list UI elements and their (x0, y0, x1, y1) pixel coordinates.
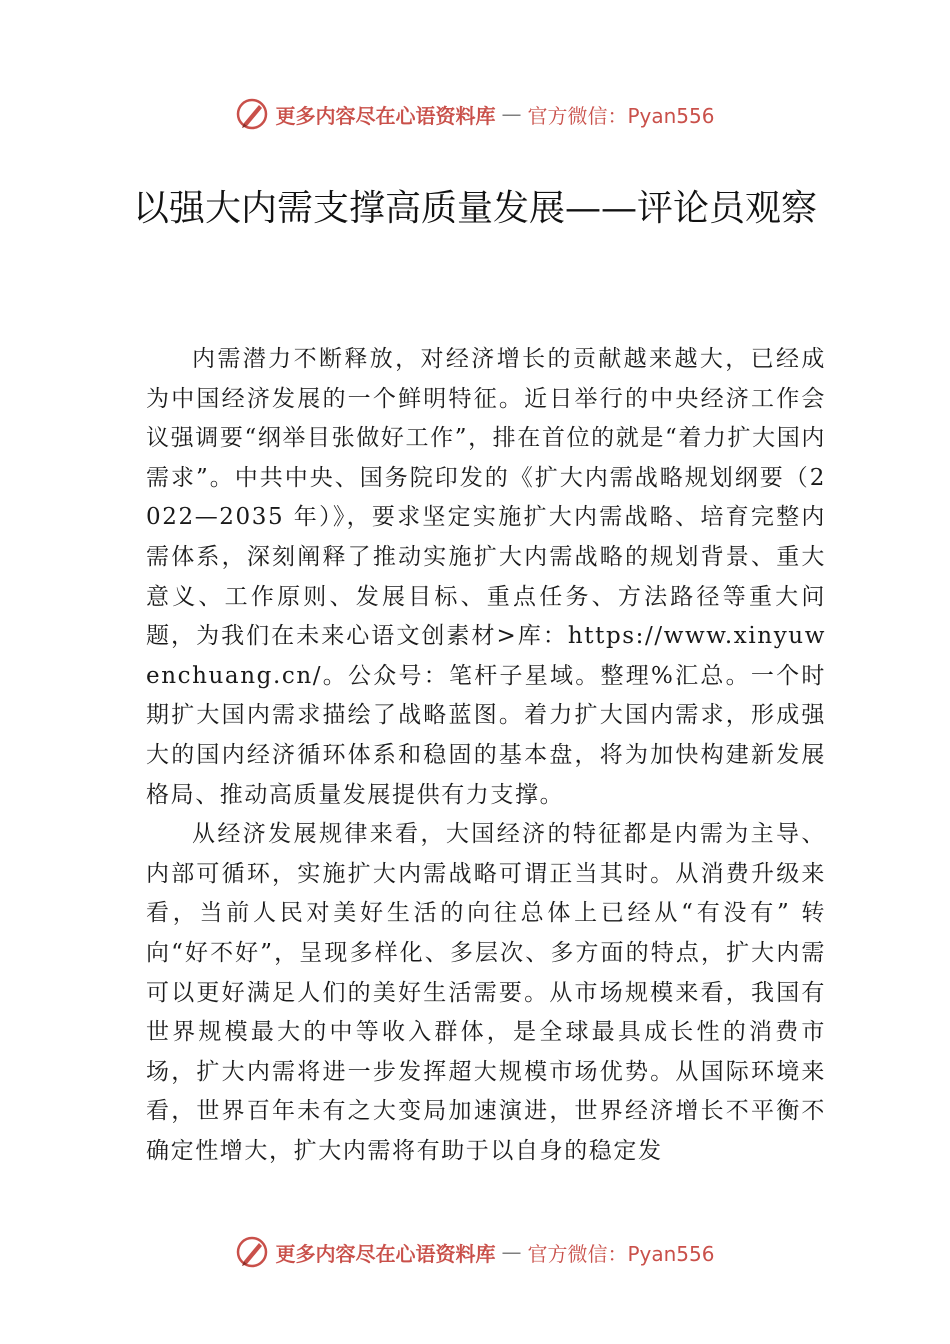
pen-logo-icon (235, 1235, 269, 1269)
paragraph: 从经济发展规律来看，大国经济的特征都是内需为主导、内部可循环，实施扩大内需战略可谓正当其时。从消费升级来看，当前人民对美好生活的向往总体上已经从“有没有” 转向“好不好”，呈现多样化、多层次、多方面的特点，扩大内需可以更好满足人们的美好生活需要。从市场规模来看，我国有世界规模最大的中等收入群体，是全球最具成长性的消费市场，扩大内需将进一步发挥超大规模市场优势。从国际环境来看，世界百年未有之大变局加速演进，世界经济增长不平衡不确定性增大，扩大内需将有助于以自身的稳定发 (146, 821, 826, 1164)
footer-banner (0, 1232, 950, 1272)
banner-wechat: 官方微信：Pyan556 (527, 103, 715, 128)
banner-separator: — (501, 102, 522, 126)
header-banner (0, 94, 950, 134)
document-title: 以强大内需支撑高质量发展——评论员观察 (132, 188, 817, 229)
document-body (146, 340, 826, 1171)
banner-brand: 更多内容尽在心语资料库 (275, 103, 496, 128)
banner-separator: — (501, 1240, 522, 1264)
paragraph: 内需潜力不断释放，对经济增长的贡献越来越大，已经成为中国经济发展的一个鲜明特征。近日举行的中央经济工作会议强调要“纲举目张做好工作”，排在首位的就是“着力扩大国内需求”。中共中央、国务院印发的《扩大内需战略规划纲要（2022—2035 年）》，要求坚定实施扩大内需战略、培育完整内需体系，深刻阐释了推动实施扩大内需战略的规划背景、重大意义、工作原则、发展目标、重点任务、方法路径等重大问题，为我们在未来心语文创素材>库：https://www.xinyuwenchuang.cn/。公众号：笔杆子星域。整理%汇总。一个时期扩大国内需求描绘了战略蓝图。着力扩大国内需求，形成强大的国内经济循环体系和稳固的基本盘，将为加快构建新发展格局、推动高质量发展提供有力支撑。 (146, 346, 826, 808)
banner-brand: 更多内容尽在心语资料库 (275, 1241, 496, 1266)
pen-logo-icon (235, 97, 269, 131)
banner-wechat: 官方微信：Pyan556 (527, 1241, 715, 1266)
